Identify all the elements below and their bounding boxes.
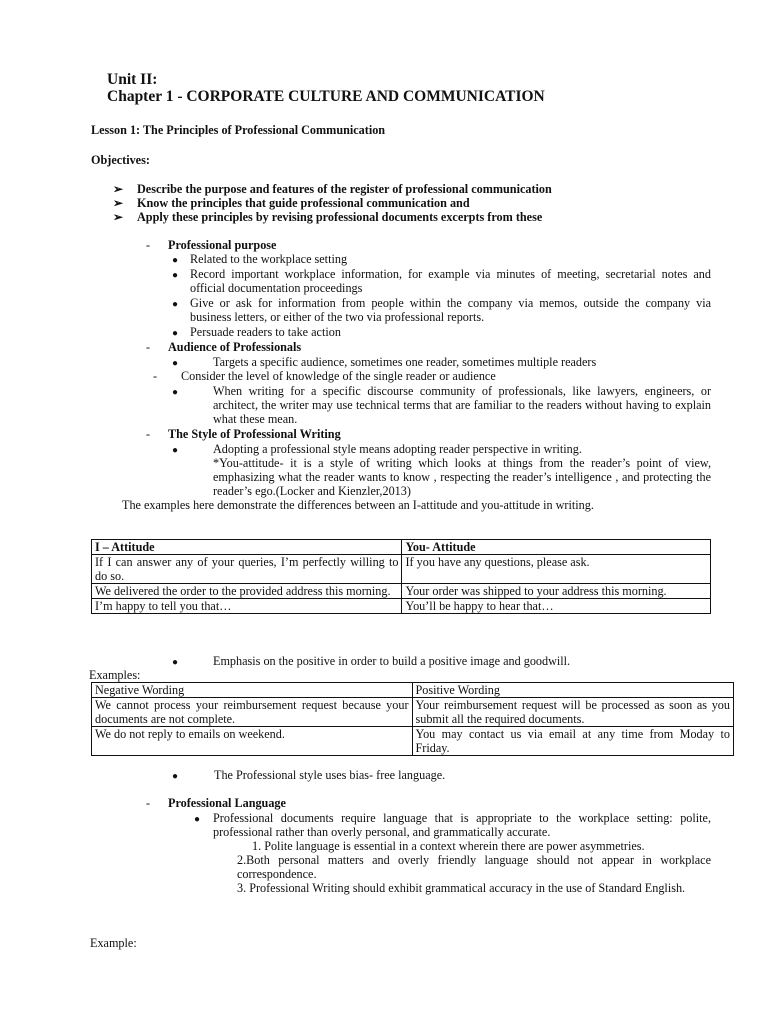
table-row xyxy=(92,599,711,614)
bullet-icon: ● xyxy=(172,328,179,339)
table-cell: If I can answer any of your queries, I’m perfectly willing to do so. xyxy=(92,555,402,584)
table-header: You- Attitude xyxy=(402,540,711,555)
bullet-icon: ● xyxy=(172,445,179,456)
table-row xyxy=(92,555,711,584)
table-header: Negative Wording xyxy=(92,683,413,698)
bullet-icon: ● xyxy=(172,299,179,310)
list-item: Consider the level of knowledge of the single reader or audience xyxy=(181,369,496,383)
objective-item: ➢ Know the principles that guide professional communication and xyxy=(113,196,470,210)
table-row xyxy=(92,727,734,756)
example-label: Example: xyxy=(90,936,137,950)
table-cell: We cannot process your reimbursement request because your documents are not complete. xyxy=(92,698,413,727)
list-item: Persuade readers to take action xyxy=(190,325,341,339)
table-cell: Your order was shipped to your address this morning. xyxy=(402,584,711,599)
table-header-row xyxy=(92,683,734,698)
wording-table xyxy=(91,682,734,756)
table-row xyxy=(92,698,734,727)
examples-label: Examples: xyxy=(89,668,141,682)
objectives-title: Objectives: xyxy=(91,153,150,167)
arrow-bullet-icon: ➢ xyxy=(113,182,124,196)
arrow-bullet-icon: ➢ xyxy=(113,196,124,210)
list-item: Related to the workplace setting xyxy=(190,252,348,266)
table-cell: Your reimbursement request will be processed as soon as you submit all the required documents. xyxy=(412,698,734,727)
dash-marker: - xyxy=(146,427,151,441)
bullet-icon: ● xyxy=(194,814,201,825)
examples-intro: The examples here demonstrate the differences between an I-attitude and you-attitude in writing. xyxy=(122,498,594,512)
attitude-table xyxy=(91,539,711,614)
numbered-point: 2.Both personal matters and overly friendly language should not appear in workplace correspondence. xyxy=(237,853,711,881)
table-cell: You may contact us via email at any time from Moday to Friday. xyxy=(412,727,734,756)
list-item: Record important workplace information, for example via minutes of meeting, secretarial notes and official documentation proceedings xyxy=(190,267,711,295)
list-item: Emphasis on the positive in order to build a positive image and goodwill. xyxy=(213,654,571,668)
table-cell: We delivered the order to the provided address this morning. xyxy=(92,584,402,599)
list-item: The Professional style uses bias- free language. xyxy=(214,768,446,782)
numbered-point: 1. Polite language is essential in a context wherein there are power asymmetries. xyxy=(252,839,645,853)
list-item: Professional documents require language that is appropriate to the workplace setting: polite, professional rather than overly personal, and grammatically accurate. xyxy=(213,811,711,839)
list-item: Targets a specific audience, sometimes one reader, sometimes multiple readers xyxy=(213,355,597,369)
table-cell: I’m happy to tell you that… xyxy=(92,599,402,614)
bullet-icon: ● xyxy=(172,771,179,782)
list-item: Adopting a professional style means adopting reader perspective in writing. xyxy=(213,442,582,456)
bullet-icon: ● xyxy=(172,255,179,266)
arrow-bullet-icon: ➢ xyxy=(113,210,124,224)
list-item: Give or ask for information from people within the company via memos, outside the company via business letters, or either of the two via professional reports. xyxy=(190,296,711,324)
objective-item: ➢ Describe the purpose and features of the register of professional communication xyxy=(113,182,552,196)
dash-marker: - xyxy=(146,340,151,354)
table-row xyxy=(92,584,711,599)
bullet-icon: ● xyxy=(172,657,179,668)
chapter-title: Chapter 1 - CORPORATE CULTURE AND COMMUNICATION xyxy=(107,88,545,105)
bullet-icon: ● xyxy=(172,387,179,398)
table-header: I – Attitude xyxy=(92,540,402,555)
you-attitude-definition: *You-attitude- it is a style of writing which looks at things from the reader’s point of view, emphasizing what the reader wants to know , respecting the reader’s intelligence , and protecting the reader’s ego.(Locker and Kienzler,2013) xyxy=(213,456,711,498)
section-title-language: Professional Language xyxy=(168,796,286,810)
dash-marker: - xyxy=(146,796,151,810)
table-cell: We do not reply to emails on weekend. xyxy=(92,727,413,756)
bullet-icon: ● xyxy=(172,270,179,281)
lesson-title: Lesson 1: The Principles of Professional Communication xyxy=(91,123,386,137)
objective-item: ➢ Apply these principles by revising professional documents excerpts from these xyxy=(113,210,543,224)
section-title-audience: Audience of Professionals xyxy=(168,340,302,354)
list-item: When writing for a specific discourse community of professionals, like lawyers, engineers, or architect, the writer may use technical terms that are familiar to the readers without having to explain what these mean. xyxy=(213,384,711,426)
table-header-row xyxy=(92,540,711,555)
section-title-style: The Style of Professional Writing xyxy=(168,427,341,441)
section-title-purpose: Professional purpose xyxy=(168,238,277,252)
numbered-point: 3. Professional Writing should exhibit grammatical accuracy in the use of Standard English. xyxy=(237,881,686,895)
dash-marker: - xyxy=(146,238,151,252)
table-cell: You’ll be happy to hear that… xyxy=(402,599,711,614)
bullet-icon: ● xyxy=(172,358,179,369)
table-header: Positive Wording xyxy=(412,683,734,698)
unit-title: Unit II: xyxy=(107,71,158,88)
table-cell: If you have any questions, please ask. xyxy=(402,555,711,584)
dash-marker: - xyxy=(153,369,158,383)
